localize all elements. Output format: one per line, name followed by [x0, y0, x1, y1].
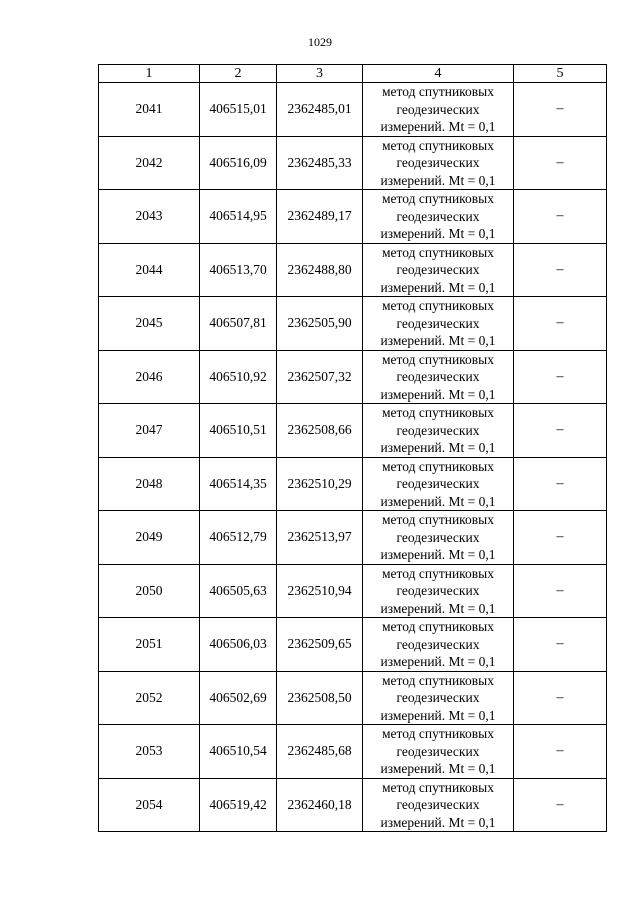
table-row	[99, 404, 607, 458]
column-header: 2	[200, 65, 277, 83]
note-cell: –	[514, 725, 607, 779]
column-header: 3	[277, 65, 363, 83]
y-coordinate-cell: 2362508,66	[277, 404, 363, 458]
method-line: геодезических	[396, 262, 480, 277]
method-line: метод спутниковых	[382, 244, 494, 260]
method-line: геодезических	[396, 636, 480, 652]
method-line: измерений. Mt = 0,1	[380, 707, 496, 723]
method-line: геодезических	[396, 743, 480, 759]
method-line: метод спутниковых	[382, 458, 494, 474]
table-row	[99, 457, 607, 511]
x-coordinate-cell: 406514,35	[200, 457, 277, 511]
table-row	[99, 136, 607, 190]
method-line: геодезических	[396, 583, 480, 598]
method-cell	[363, 190, 514, 244]
method-line: геодезических	[396, 315, 480, 331]
point-number-cell: 2041	[99, 83, 200, 137]
table-row	[99, 190, 607, 244]
method-cell	[363, 511, 514, 565]
method-line: измерений. Mt = 0,1	[380, 279, 496, 295]
method-line: метод спутниковых	[382, 405, 494, 420]
table-row	[99, 671, 607, 725]
table-row	[99, 778, 607, 832]
x-coordinate-cell: 406513,70	[200, 243, 277, 297]
y-coordinate-cell: 2362485,33	[277, 136, 363, 190]
point-number-cell: 2051	[99, 618, 200, 672]
method-line: измерений. Mt = 0,1	[380, 172, 496, 188]
note-cell: –	[514, 778, 607, 832]
y-coordinate-cell: 2362485,01	[277, 83, 363, 137]
y-coordinate-cell: 2362460,18	[277, 778, 363, 832]
method-line: геодезических	[396, 208, 480, 224]
method-line: метод спутниковых	[382, 672, 494, 688]
method-line: измерений. Mt = 0,1	[380, 654, 496, 669]
y-coordinate-cell: 2362485,68	[277, 725, 363, 779]
table-row	[99, 618, 607, 672]
method-line: измерений. Mt = 0,1	[380, 119, 496, 134]
y-coordinate-cell: 2362510,29	[277, 457, 363, 511]
y-coordinate-cell: 2362489,17	[277, 190, 363, 244]
point-number-cell: 2046	[99, 350, 200, 404]
point-number-cell: 2052	[99, 671, 200, 725]
point-number-cell: 2042	[99, 136, 200, 190]
point-number-cell: 2044	[99, 243, 200, 297]
table-row	[99, 297, 607, 351]
x-coordinate-cell: 406515,01	[200, 83, 277, 137]
note-cell: –	[514, 243, 607, 297]
x-coordinate-cell: 406505,63	[200, 564, 277, 618]
y-coordinate-cell: 2362509,65	[277, 618, 363, 672]
note-cell: –	[514, 457, 607, 511]
x-coordinate-cell: 406507,81	[200, 297, 277, 351]
table-row	[99, 511, 607, 565]
table-row	[99, 725, 607, 779]
method-line: геодезических	[396, 101, 480, 117]
method-cell	[363, 404, 514, 458]
column-header: 5	[514, 65, 607, 83]
note-cell: –	[514, 564, 607, 618]
method-line: геодезических	[396, 476, 480, 491]
column-header: 1	[99, 65, 200, 83]
y-coordinate-cell: 2362513,97	[277, 511, 363, 565]
point-number-cell: 2045	[99, 297, 200, 351]
method-line: измерений. Mt = 0,1	[380, 600, 496, 616]
method-line: метод спутниковых	[382, 351, 494, 367]
point-number-cell: 2050	[99, 564, 200, 618]
note-cell: –	[514, 350, 607, 404]
method-line: геодезических	[396, 155, 480, 170]
method-line: измерений. Mt = 0,1	[380, 547, 496, 562]
method-line: метод спутниковых	[382, 512, 494, 527]
method-cell	[363, 618, 514, 672]
method-cell	[363, 243, 514, 297]
method-line: метод спутниковых	[382, 84, 494, 99]
method-line: геодезических	[396, 529, 480, 545]
x-coordinate-cell: 406512,79	[200, 511, 277, 565]
method-line: измерений. Mt = 0,1	[380, 493, 496, 509]
page-number: 1029	[308, 35, 332, 49]
method-line: геодезических	[396, 797, 480, 812]
table-row	[99, 243, 607, 297]
method-cell	[363, 778, 514, 832]
header-row	[99, 65, 607, 83]
note-cell: –	[514, 404, 607, 458]
table-row	[99, 350, 607, 404]
point-number-cell: 2047	[99, 404, 200, 458]
x-coordinate-cell: 406514,95	[200, 190, 277, 244]
note-cell: –	[514, 297, 607, 351]
method-cell	[363, 136, 514, 190]
x-coordinate-cell: 406502,69	[200, 671, 277, 725]
note-cell: –	[514, 618, 607, 672]
x-coordinate-cell: 406510,54	[200, 725, 277, 779]
point-number-cell: 2048	[99, 457, 200, 511]
coordinates-table	[98, 64, 607, 832]
method-line: метод спутниковых	[382, 565, 494, 581]
x-coordinate-cell: 406516,09	[200, 136, 277, 190]
method-line: измерений. Mt = 0,1	[380, 226, 496, 241]
point-number-cell: 2054	[99, 778, 200, 832]
table-row	[99, 83, 607, 137]
table-row	[99, 564, 607, 618]
method-cell	[363, 297, 514, 351]
point-number-cell: 2049	[99, 511, 200, 565]
method-cell	[363, 457, 514, 511]
note-cell: –	[514, 511, 607, 565]
method-line: измерений. Mt = 0,1	[380, 814, 496, 830]
y-coordinate-cell: 2362488,80	[277, 243, 363, 297]
method-line: измерений. Mt = 0,1	[380, 333, 496, 348]
method-line: метод спутниковых	[382, 726, 494, 741]
y-coordinate-cell: 2362510,94	[277, 564, 363, 618]
x-coordinate-cell: 406506,03	[200, 618, 277, 672]
method-cell	[363, 725, 514, 779]
method-line: метод спутниковых	[382, 619, 494, 634]
method-line: измерений. Mt = 0,1	[380, 440, 496, 455]
method-cell	[363, 671, 514, 725]
x-coordinate-cell: 406519,42	[200, 778, 277, 832]
point-number-cell: 2043	[99, 190, 200, 244]
note-cell: –	[514, 136, 607, 190]
x-coordinate-cell: 406510,92	[200, 350, 277, 404]
method-cell	[363, 564, 514, 618]
y-coordinate-cell: 2362508,50	[277, 671, 363, 725]
method-line: геодезических	[396, 369, 480, 384]
method-line: метод спутниковых	[382, 298, 494, 313]
table-body	[99, 83, 607, 832]
method-line: метод спутниковых	[382, 137, 494, 153]
method-line: геодезических	[396, 690, 480, 705]
method-line: метод спутниковых	[382, 779, 494, 795]
method-line: метод спутниковых	[382, 191, 494, 206]
note-cell: –	[514, 83, 607, 137]
method-line: измерений. Mt = 0,1	[380, 386, 496, 402]
point-number-cell: 2053	[99, 725, 200, 779]
y-coordinate-cell: 2362507,32	[277, 350, 363, 404]
note-cell: –	[514, 190, 607, 244]
x-coordinate-cell: 406510,51	[200, 404, 277, 458]
note-cell: –	[514, 671, 607, 725]
y-coordinate-cell: 2362505,90	[277, 297, 363, 351]
method-line: измерений. Mt = 0,1	[380, 761, 496, 776]
method-line: геодезических	[396, 422, 480, 438]
method-cell	[363, 83, 514, 137]
column-header: 4	[363, 65, 514, 83]
method-cell	[363, 350, 514, 404]
